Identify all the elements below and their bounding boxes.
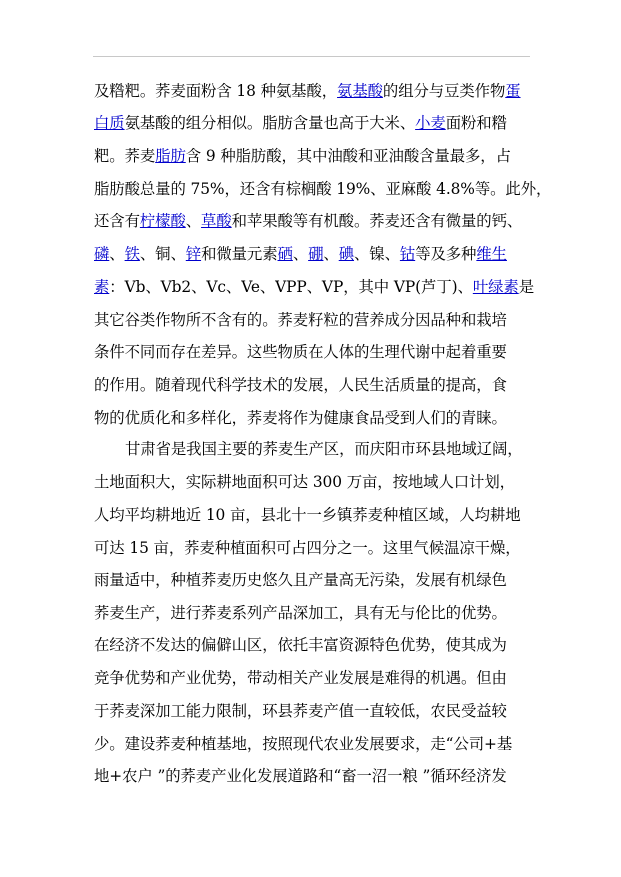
text-run: 在经济不发达的偏僻山区，依托丰富资源特色优势，使其成为 xyxy=(94,636,507,654)
text-line xyxy=(94,570,534,590)
text-run: 、 xyxy=(292,245,309,263)
text-line xyxy=(94,701,534,721)
text-line xyxy=(94,113,534,133)
text-line xyxy=(94,472,534,492)
text-run: 人均平均耕地近 10 亩，县北十一乡镇荞麦种植区域，人均耕地 xyxy=(94,506,521,524)
text-run: 、 xyxy=(109,245,125,263)
text-run: 荞麦生产，进行荞麦系列产品深加工，具有无与伦比的优势。 xyxy=(94,604,507,622)
header-rule xyxy=(93,56,530,57)
text-run: 甘肃省是我国主要的荞麦生产区，而庆阳市环县地域辽阔， xyxy=(125,440,523,458)
hyperlink[interactable]: 磷 xyxy=(94,245,110,263)
text-line xyxy=(94,766,534,786)
text-run: 、铜、 xyxy=(139,245,186,263)
hyperlink[interactable]: 脂肪 xyxy=(155,147,186,165)
hyperlink[interactable]: 硒 xyxy=(277,245,293,263)
hyperlink[interactable]: 锌 xyxy=(185,245,202,263)
hyperlink[interactable]: 白质 xyxy=(94,114,125,132)
text-run: 于荞麦深加工能力限制，环县荞麦产值一直较低，农民受益较 xyxy=(94,702,507,720)
text-run: 可达 15 亩，荞麦种植面积可占四分之一。这里气候温凉干燥， xyxy=(94,539,521,557)
hyperlink[interactable]: 钴 xyxy=(399,245,416,263)
text-run: 粑。荞麦 xyxy=(94,147,156,165)
text-run: 其它谷类作物所不含有的。荞麦籽粒的营养成分因品种和栽培 xyxy=(94,311,507,329)
text-run: 雨量适中，种植荞麦历史悠久且产量高无污染，发展有机绿色 xyxy=(94,571,507,589)
hyperlink[interactable]: 素 xyxy=(94,278,110,296)
text-line xyxy=(94,375,534,395)
text-line xyxy=(94,179,552,199)
text-run: ：Vb、Vb2、Vc、Ve、VPP、VP，其中 VP(芦丁)、 xyxy=(109,278,473,296)
text-run: 、镍、 xyxy=(354,245,400,263)
text-run: 脂肪酸总量的 75%，还含有棕榈酸 19%、亚麻酸 4.8%等。此外， xyxy=(94,180,552,198)
hyperlink[interactable]: 小麦 xyxy=(415,114,446,132)
hyperlink[interactable]: 草酸 xyxy=(201,212,232,230)
text-run: 含 9 种脂肪酸，其中油酸和亚油酸含量最多，占 xyxy=(185,147,511,165)
text-line xyxy=(94,146,534,166)
text-run: 少。建设荞麦种植基地，按照现代农业发展要求，走“公司+基 xyxy=(94,735,513,753)
text-run: 土地面积大，实际耕地面积可达 300 万亩，按地域人口计划， xyxy=(94,473,515,491)
text-line xyxy=(94,244,534,264)
hyperlink[interactable]: 柠檬酸 xyxy=(139,212,186,230)
text-line xyxy=(94,277,534,297)
text-line xyxy=(94,408,534,428)
text-run: 面粉和糌 xyxy=(445,114,507,132)
hyperlink[interactable]: 维生 xyxy=(476,245,507,263)
text-run: 、 xyxy=(185,212,202,230)
text-run: 竞争优势和产业优势，带动相关产业发展是难得的机遇。但由 xyxy=(94,669,507,687)
text-line xyxy=(94,310,534,330)
text-run: 物的优质化和多样化，荞麦将作为健康食品受到人们的青睐。 xyxy=(94,409,507,427)
text-run: 地+农户 ”的荞麦产业化发展道路和“畜一沼一粮 ”循环经济发 xyxy=(94,767,507,785)
text-run: 条件不同而存在差异。这些物质在人体的生理代谢中起着重要 xyxy=(94,343,507,361)
text-line xyxy=(94,505,534,525)
text-run: 和微量元素 xyxy=(201,245,278,263)
text-run: 的组分与豆类作物 xyxy=(382,82,506,100)
text-line xyxy=(94,342,534,362)
text-line xyxy=(94,211,534,231)
text-line xyxy=(94,603,534,623)
text-line xyxy=(94,538,534,558)
text-line xyxy=(94,668,534,688)
hyperlink[interactable]: 硼 xyxy=(308,245,324,263)
text-run: 、 xyxy=(323,245,339,263)
text-run: 氨基酸的组分相似。脂肪含量也高于大米、 xyxy=(124,114,416,132)
text-run: 等及多种 xyxy=(415,245,477,263)
text-line xyxy=(94,734,534,754)
text-run: 还含有 xyxy=(94,212,140,230)
hyperlink[interactable]: 铁 xyxy=(124,245,140,263)
text-run: 的作用。随着现代科学技术的发展，人民生活质量的提高，食 xyxy=(94,376,507,394)
text-line xyxy=(94,635,534,655)
text-run: 是 xyxy=(518,278,534,296)
text-run: 及糌粑。荞麦面粉含 18 种氨基酸， xyxy=(94,82,338,100)
text-line xyxy=(125,439,534,459)
text-run: 和苹果酸等有机酸。荞麦还含有微量的钙、 xyxy=(231,212,523,230)
hyperlink[interactable]: 叶绿素 xyxy=(472,278,519,296)
hyperlink[interactable]: 蛋 xyxy=(505,82,521,100)
hyperlink[interactable]: 碘 xyxy=(338,245,355,263)
text-line xyxy=(94,81,534,101)
hyperlink[interactable]: 氨基酸 xyxy=(337,82,383,100)
